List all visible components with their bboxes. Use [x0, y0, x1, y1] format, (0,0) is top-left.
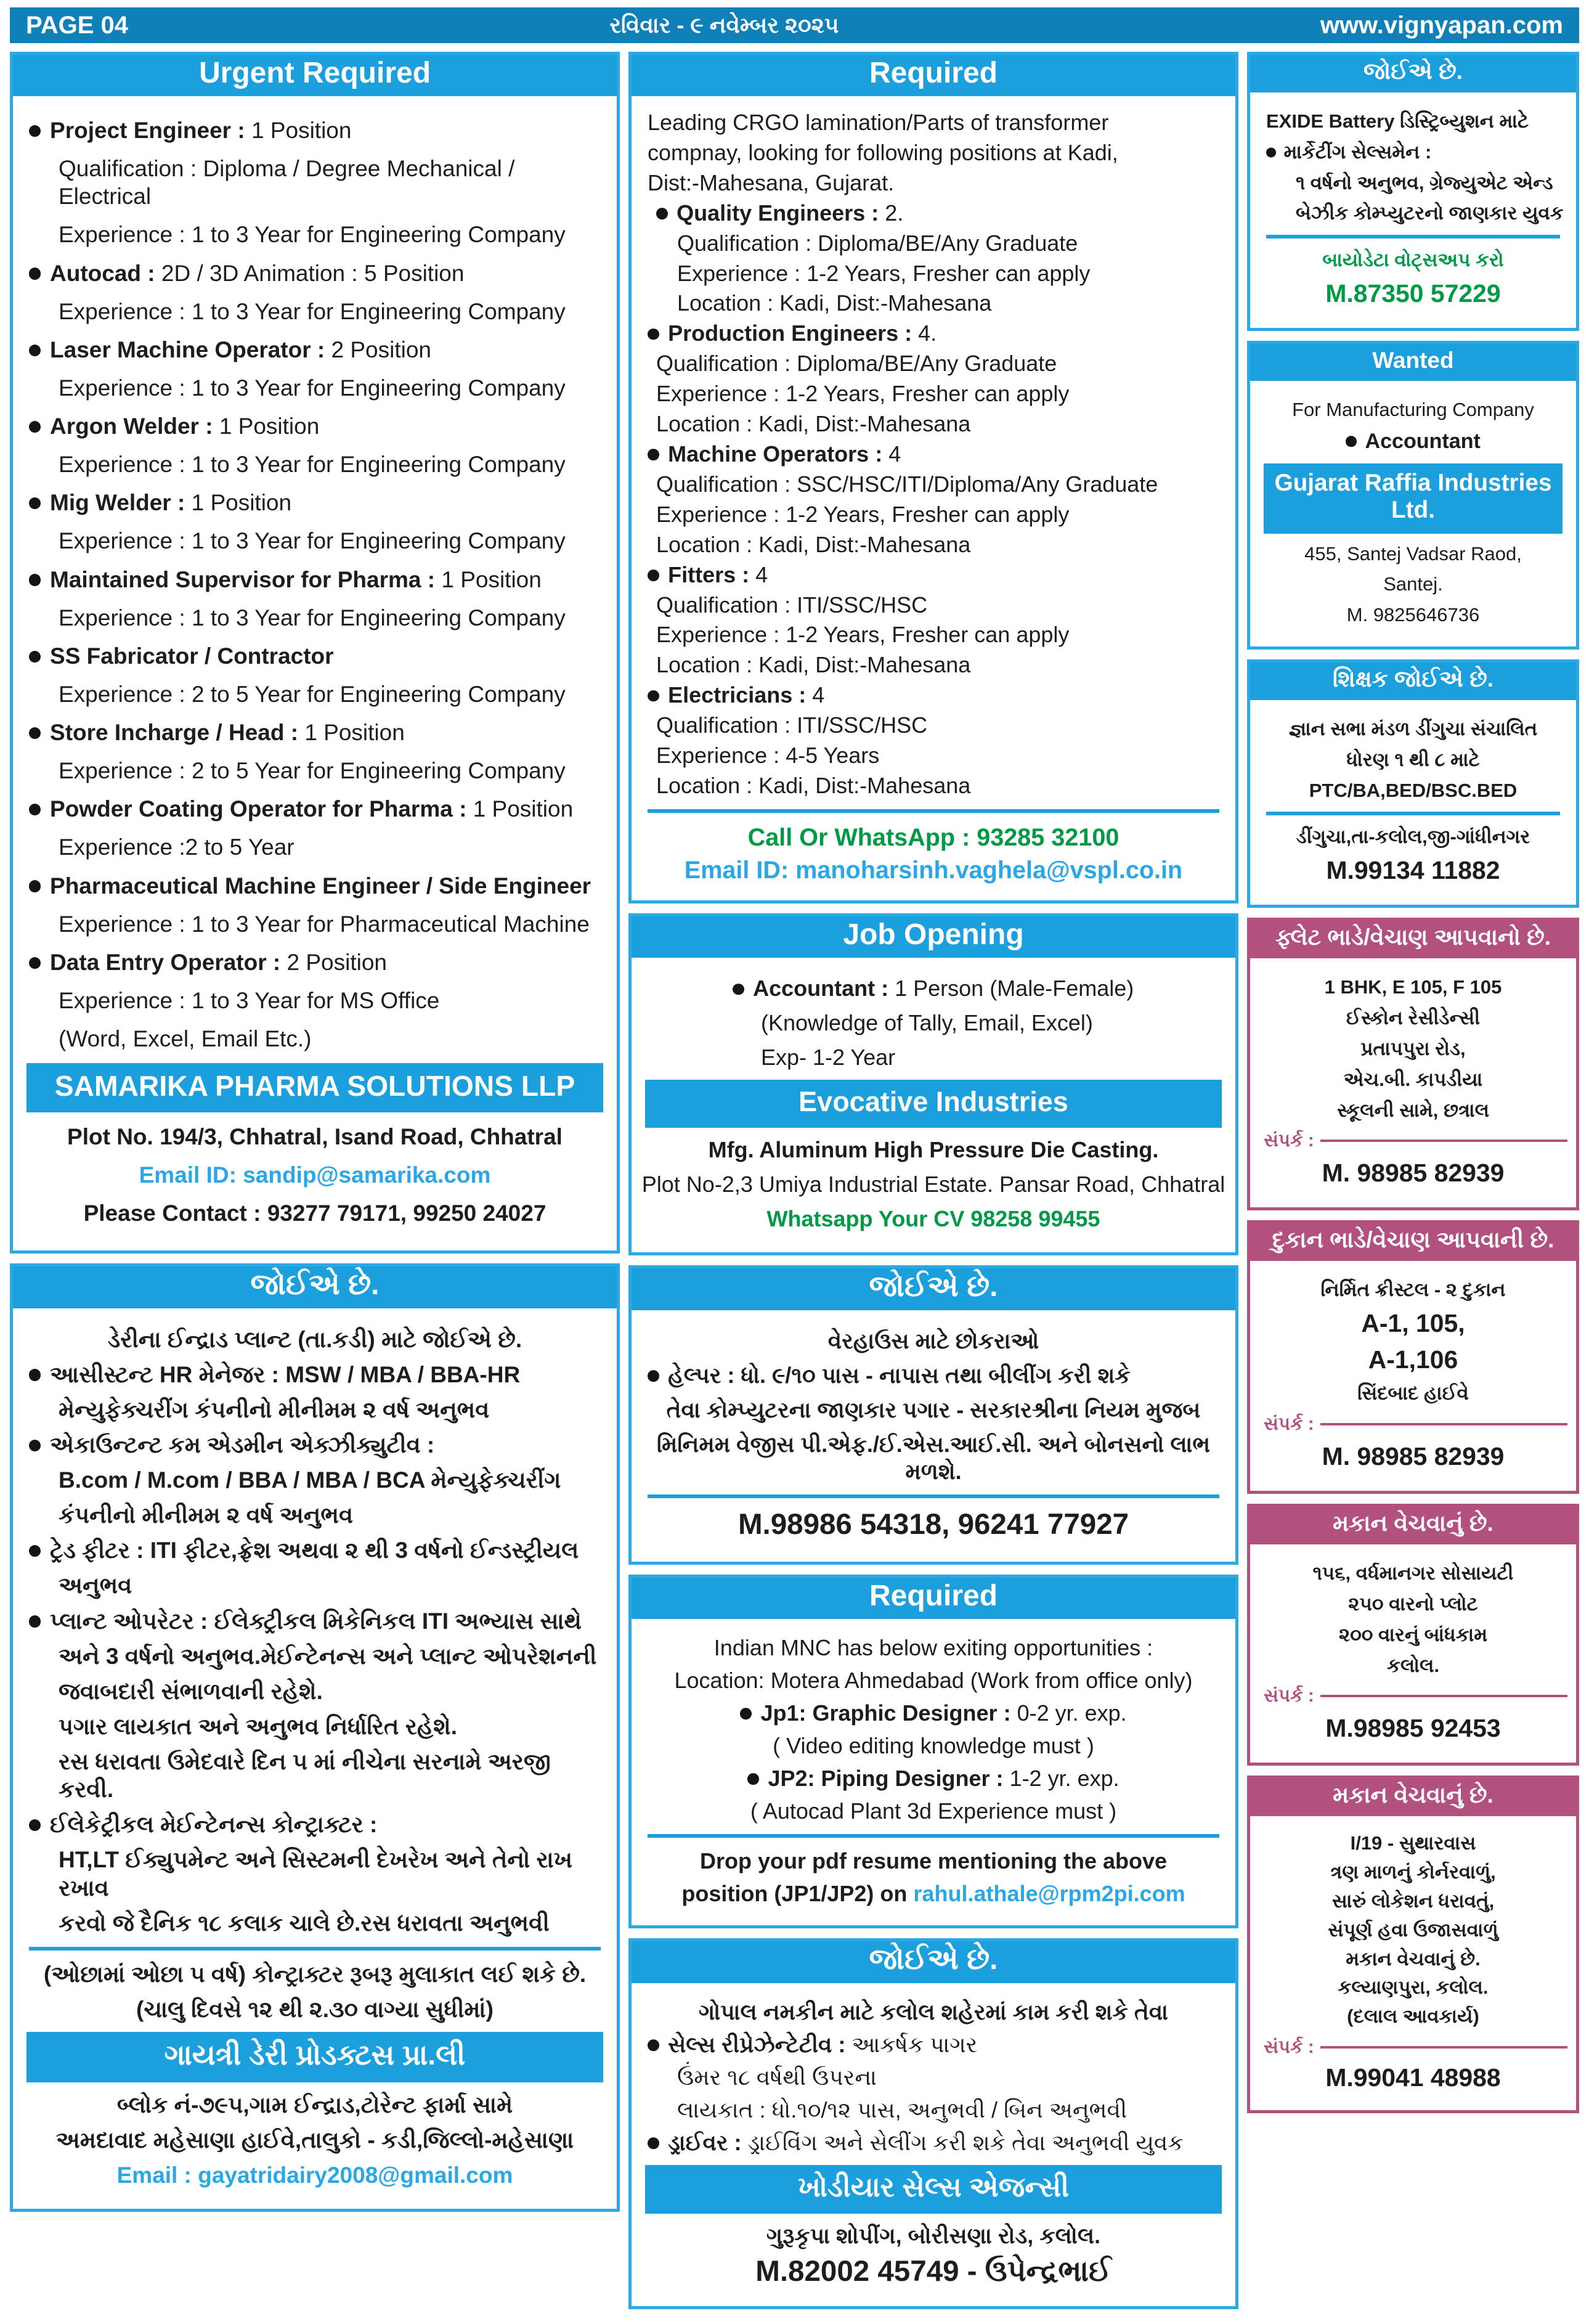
ad-title-bar: ફ્લેટ ભાડે/વેચાણ આપવાનો છે.	[1250, 921, 1576, 958]
ad-text-line	[22, 489, 608, 516]
ad-text-normal: 4.	[918, 320, 937, 346]
ad-text-line: Experience :2 to 5 Year	[59, 834, 295, 860]
company-banner: Gujarat Raffia Industries Ltd.	[1264, 463, 1563, 534]
ad-text-line: Location : Kadi, Dist:-Mahesana	[656, 411, 971, 437]
right-column	[1247, 52, 1579, 2113]
ad-text-line: HT,LT ઈક્યુપમેન્ટ અને સિસ્ટમની દેખરેખ અને તેનો રાખ રખાવ	[59, 1847, 573, 1901]
ad-body	[632, 958, 1235, 1252]
ad-text-normal: rahul.athale@rpm2pi.com	[913, 1881, 1185, 1907]
ad-text-line: Qualification : Diploma / Degree Mechanical / Electrical	[59, 156, 515, 210]
phone-number: M. 9825646736	[1346, 604, 1480, 626]
address-line: બ્લોક નં-૭૯૫,ગામ ઈન્દ્રાડ,ટોરેન્ટ ફાર્મા સામે	[116, 2092, 513, 2118]
company-banner: ખોડીયાર સેલ્સ એજન્સી	[645, 2165, 1222, 2214]
ad-text-line: PTC/BA,BED/BSC.BED	[1309, 779, 1518, 801]
ad-text-line: ઉંમર ૧૮ વર્ષથી ઉપરના	[677, 2065, 877, 2090]
ad-box	[628, 1265, 1238, 1565]
address-line: Plot No-2,3 Umiya Industrial Estate. Pansar Road, Chhatral	[641, 1172, 1225, 1197]
ad-text-line: Indian MNC has below exiting opportunities :	[713, 1635, 1153, 1661]
ad-text-line: Experience : 2 to 5 Year for Engineering Company	[59, 758, 566, 784]
ad-text-line: Location : Kadi, Dist:-Mahesana	[677, 290, 992, 316]
ad-title-bar: શિક્ષક જોઈએ છે.	[1250, 663, 1576, 700]
ad-text-strong: Machine Operators :	[668, 441, 889, 467]
phone-number: M.87350 57229	[1325, 279, 1501, 308]
ad-box	[1247, 918, 1579, 1210]
address-line: ડીંગુચા,તા-કલોલ,જી-ગાંધીનગર	[1296, 826, 1530, 848]
ad-box	[1247, 341, 1579, 650]
ad-text-line: Experience : 1 to 3 Year for Engineering Company	[59, 298, 566, 324]
ad-text-line: હેલ્પર : ધો. ૯/૧૦ પાસ - નાપાસ તથા બીલીંગ કરી શકે	[640, 1362, 1227, 1389]
ad-text-line: Location : Kadi, Dist:-Mahesana	[656, 531, 971, 557]
ad-text-line: મેન્યુફેક્ચરીંગ કંપનીનો મીનીમમ ૨ વર્ષ અનુભવ	[59, 1396, 490, 1422]
ad-text-line: EXIDE Battery ડિસ્ટ્રિબ્યુશન માટે	[1266, 110, 1529, 132]
company-banner: ગાયત્રી ડેરી પ્રોડક્ટસ પ્રા.લી	[26, 2032, 603, 2082]
ad-text-line: Qualification : SSC/HSC/ITI/Diploma/Any Graduate	[656, 471, 1158, 497]
middle-column	[628, 52, 1238, 2309]
ad-text-strong: Jp1: Graphic Designer :	[760, 1700, 1017, 1726]
ad-title-bar: જોઈએ છે.	[632, 1268, 1235, 1310]
ad-body	[1250, 700, 1576, 905]
ad-box	[1247, 52, 1579, 331]
ad-text-line: 1 BHK, E 105, F 105	[1324, 976, 1502, 998]
contact-label-text: સંપર્ક :	[1264, 1686, 1314, 1706]
ad-text-line: મિનિમમ વેજીસ પી.એફ./ઈ.એસ.આઈ.સી. અને બોનસનો લાભ મળશે.	[656, 1431, 1211, 1484]
ad-text-line: compnay, looking for following positions at Kadi,	[648, 139, 1118, 165]
ad-text-normal: આકર્ષક પાગર	[851, 2032, 978, 2058]
ad-text-line: B.com / M.com / BBA / MBA / BCA મેન્યુફેક્ચરીંગ	[59, 1467, 561, 1493]
ad-text-line: A-1, 105,	[1361, 1309, 1465, 1338]
ad-title-bar: જોઈએ છે.	[1250, 55, 1576, 92]
phone-number: M.82002 45749 - ઉપેન્દ્રભાઈ	[755, 2254, 1111, 2288]
ad-title-bar: Required	[632, 55, 1235, 96]
address-line: અમદાવાદ મહેસાણા હાઈવે,તાલુકો - કડી,જિલ્લો-મહેસાણા	[55, 2127, 574, 2153]
ad-text-strong: Store Incharge / Head :	[50, 720, 305, 745]
divider	[29, 1947, 601, 1951]
ad-text-line: માર્કેટીંગ સેલ્સમેન :	[1259, 141, 1567, 164]
ad-box	[1247, 1776, 1579, 2113]
ad-text-line: Location : Kadi, Dist:-Mahesana	[656, 652, 971, 678]
divider	[1266, 235, 1560, 239]
ad-text-normal: 0-2 yr. exp.	[1017, 1700, 1127, 1726]
ad-body	[1250, 381, 1576, 646]
ad-text-line	[640, 320, 1227, 347]
ad-text-line	[22, 719, 608, 746]
ad-text-line: Dist:-Mahesana, Gujarat.	[648, 169, 895, 195]
divider	[648, 1834, 1219, 1838]
ad-text-line: કંપનીનો મીનીમમ ૨ વર્ષ અનુભવ	[59, 1502, 354, 1528]
page-header	[10, 7, 1579, 43]
ad-text-normal: 1 Position	[219, 414, 320, 439]
ad-text-line: Leading CRGO lamination/Parts of transformer	[648, 110, 1109, 135]
ad-text-line: ગોપાલ નમકીન માટે કલોલ શહેરમાં કામ કરી શકે તેવા	[699, 1999, 1168, 2025]
ad-text-strong: Mig Welder :	[50, 490, 192, 516]
ad-text-line: (Word, Excel, Email Etc.)	[59, 1026, 312, 1051]
ad-text-line: Qualification : Diploma/BE/Any Graduate	[677, 230, 1078, 256]
ad-box	[628, 52, 1238, 903]
ad-text-line	[640, 1765, 1227, 1792]
ad-body	[632, 96, 1235, 900]
ad-text-strong: Accountant :	[753, 976, 895, 1001]
ad-text-line: Drop your pdf resume mentioning the above	[699, 1848, 1168, 1874]
contact-label	[1259, 1686, 1567, 1706]
ad-text-normal: 1 Position	[473, 796, 574, 822]
ad-text-line: Experience : 2 to 5 Year for Engineering Company	[59, 681, 566, 707]
ad-text-line	[22, 872, 608, 900]
ad-text-line: For Manufacturing Company	[1292, 399, 1534, 421]
ad-text-line: મકાન વેચવાનું છે.	[1346, 1947, 1481, 1970]
ad-text-line	[640, 2129, 1227, 2156]
ad-box	[628, 1575, 1238, 1928]
ad-text-line	[22, 336, 608, 364]
ad-text-line: અનુભવ	[59, 1573, 132, 1599]
ad-body	[632, 1310, 1235, 1562]
ad-text-line	[640, 561, 1227, 589]
ad-box	[1247, 659, 1579, 908]
ad-text-line: ૨૦૦ વારનું બાંધકામ	[1338, 1623, 1488, 1645]
ad-text-line: અને 3 વર્ષનો અનુભવ.મેઈન્ટેનન્સ અને પ્લાન્ટ ઓપરેશનની	[59, 1643, 597, 1669]
contact-label-text: સંપર્ક :	[1264, 1130, 1314, 1151]
ad-text-strong: ડ્રાઈવર :	[668, 2129, 748, 2155]
ad-box	[1247, 1220, 1579, 1494]
ad-text-normal: 2.	[885, 200, 904, 226]
ad-text-line: Experience : 1 to 3 Year for Engineering Company	[59, 222, 566, 248]
ad-text-normal: 4	[755, 561, 768, 587]
ad-text-strong: Pharmaceutical Machine Engineer / Side Engineer	[50, 873, 591, 899]
ad-text-line: ધોરણ ૧ થી ૮ માટે	[1346, 748, 1480, 770]
ad-text-line: ત્રણ માળનું કોર્નરવાળું,	[1330, 1861, 1496, 1883]
ad-text-line: ૧૫૬, વર્ધમાનગર સોસાયટી	[1312, 1562, 1514, 1584]
ad-title-bar: Wanted	[1250, 344, 1576, 381]
phone-number: Whatsapp Your CV 98258 99455	[766, 1205, 1100, 1231]
edition-date: રવિવાર - ૯ નવેમ્બર ૨૦૨૫	[609, 12, 839, 38]
ad-text-normal: 2D / 3D Animation : 5 Position	[161, 260, 465, 286]
ad-text-strong: Autocad :	[50, 260, 161, 286]
contact-label	[1259, 2037, 1567, 2058]
ad-text-line: Exp- 1-2 Year	[761, 1045, 896, 1070]
ad-text-line: A-1,106	[1368, 1345, 1458, 1374]
ad-text-line: ૨૫૦ વારનો પ્લોટ	[1348, 1592, 1478, 1615]
ad-text-line: એચ.બી. કાપડીયા	[1343, 1068, 1483, 1090]
ad-text-line: રસ ધરાવતા ઉમેદવારે દિન ૫ માં નીચેના સરનામે અરજી કરવી.	[59, 1749, 551, 1803]
ad-body	[632, 1619, 1235, 1925]
ad-text-line: ટ્રેડ ફીટર : ITI ફીટર,ફ્રેશ અથવા ૨ થી 3 વર્ષનો ઈન્ડસ્ટ્રીયલ	[22, 1536, 608, 1564]
columns-container	[0, 52, 1589, 2324]
ad-text-line: પ્લાન્ટ ઓપરેટર : ઈલેક્ટ્રીકલ મિકેનિકલ ITI અભ્યાસ સાથે	[22, 1607, 608, 1635]
phone-number: M.99041 48988	[1325, 2063, 1501, 2092]
address-line: Santej.	[1383, 573, 1443, 595]
contact-label	[1259, 1130, 1567, 1151]
ad-text-normal: 1 Person (Male-Female)	[895, 976, 1134, 1001]
ad-text-strong: Argon Welder :	[50, 414, 219, 439]
ad-text-line: Experience : 1 to 3 Year for Engineering Company	[59, 528, 566, 554]
ad-text-line: ઈસ્કોન રેસીડેન્સી	[1346, 1007, 1481, 1029]
ad-text-line: Accountant	[1259, 429, 1567, 455]
ad-text-line: Experience : 1 to 3 Year for MS Office	[59, 987, 440, 1013]
ad-body	[1250, 958, 1576, 1207]
ad-text-line: સંપૂર્ણ હવા ઉજાસવાળું	[1328, 1918, 1498, 1941]
ad-text-line	[22, 116, 608, 144]
ad-text-line: Experience : 1-2 Years, Fresher can apply	[656, 381, 1070, 407]
ad-text-line: Experience : 1-2 Years, Fresher can apply	[677, 260, 1091, 286]
email-text: Email : gayatridairy2008@gmail.com	[116, 2163, 513, 2188]
company-banner: SAMARIKA PHARMA SOLUTIONS LLP	[26, 1063, 603, 1112]
ad-text-line: લાયકાત : ધો.૧૦/૧૨ પાસ, અનુભવી / બિન અનુભવી	[677, 2097, 1128, 2123]
phone-number: M.98986 54318, 96241 77927	[738, 1508, 1129, 1541]
ad-text-strong: Laser Machine Operator :	[50, 336, 331, 362]
ad-text-line: કલોલ.	[1386, 1654, 1440, 1676]
ad-text-line: બેઝીક કોમ્પ્યુટરનો જાણકાર યુવક	[1296, 202, 1564, 224]
address-line: ગુરૂકૃપા શોપીંગ, બોરીસણા રોડ, કલોલ.	[766, 2222, 1101, 2248]
email-text	[640, 1880, 1227, 1907]
ad-text-line: Mfg. Aluminum High Pressure Die Casting.	[708, 1137, 1159, 1163]
ad-title-bar: Urgent Required	[13, 55, 617, 96]
ad-text-line: આસીસ્ટન્ટ HR મેનેજર : MSW / MBA / BBA-HR	[22, 1361, 608, 1388]
ad-body	[632, 1983, 1235, 2306]
ad-text-line	[640, 975, 1227, 1002]
ad-text-line: ( Video editing knowledge must )	[773, 1732, 1094, 1758]
ad-text-strong: Maintained Supervisor for Pharma :	[50, 566, 442, 592]
ad-title-bar: જોઈએ છે.	[13, 1266, 617, 1308]
ad-text-normal: 1 Position	[191, 490, 292, 516]
ad-text-line: સિંદબાદ હાઈવે	[1357, 1382, 1469, 1405]
ad-text-line: Location: Motera Ahmedabad (Work from office only)	[674, 1667, 1193, 1693]
newspaper-classifieds-page	[0, 7, 1589, 2324]
ad-text-line	[640, 441, 1227, 468]
ad-text-line: ડેરીના ઈન્દ્રાડ પ્લાન્ટ (તા.કડી) માટે જોઈએ છે.	[107, 1326, 522, 1352]
ad-text-line	[22, 948, 608, 976]
ad-title-bar: Required	[632, 1578, 1235, 1619]
ad-body	[1250, 1261, 1576, 1491]
ad-title-bar: દુકાન ભાડે/વેચાણ આપવાની છે.	[1250, 1223, 1576, 1261]
ad-box	[1247, 1504, 1579, 1766]
ad-text-normal: 2 Position	[287, 949, 388, 975]
ad-text-strong: Quality Engineers :	[677, 200, 885, 226]
ad-text-strong: Fitters :	[668, 561, 756, 587]
company-banner: Evocative Industries	[645, 1080, 1222, 1128]
ad-text-line: Experience : 1 to 3 Year for Engineering Company	[59, 605, 566, 630]
ad-text-line: કલ્યાણપુરા, કલોલ.	[1338, 1976, 1489, 1999]
ad-text-line: એકાઉન્ટન્ટ કમ એડમીન એક્ઝીક્યુટીવ :	[22, 1431, 608, 1459]
phone-number: Call Or WhatsApp : 93285 32100	[747, 823, 1120, 851]
ad-text-strong: Production Engineers :	[668, 320, 919, 346]
ad-text-line: Experience : 1 to 3 Year for Engineering Company	[59, 375, 566, 401]
email-text: Email ID: sandip@samarika.com	[139, 1162, 491, 1188]
ad-text-line: Experience : 1-2 Years, Fresher can apply	[656, 501, 1070, 527]
ad-text-line	[22, 642, 608, 670]
ad-text-line	[640, 1700, 1227, 1727]
ad-text-line	[22, 412, 608, 440]
ad-text-line: I/19 - સુથારવાસ	[1350, 1832, 1476, 1854]
ad-text-line: જવાબદારી સંભાળવાની રહેશે.	[59, 1678, 323, 1704]
ad-text-line: ( Autocad Plant 3d Experience must )	[750, 1798, 1117, 1824]
ad-text-line: સ્કૂલની સામે, છત્રાલ	[1336, 1099, 1490, 1121]
ad-body	[1250, 92, 1576, 328]
ad-text-strong: Data Entry Operator :	[50, 949, 287, 975]
ad-text-line: જ્ઞાન સભા મંડળ ડીંગુચા સંચાલિત	[1288, 717, 1538, 740]
address-line: 455, Santej Vadsar Raod,	[1304, 542, 1522, 565]
ad-text-line: ૧ વર્ષનો અનુભવ, ગ્રેજ્યુએટ એન્ડ	[1296, 171, 1553, 194]
ad-text-normal: ડ્રાઈવિંગ અને સેલીંગ કરી શકે તેવા અનુભવી યુવક	[747, 2129, 1184, 2155]
ad-text-strong: Powder Coating Operator for Pharma :	[50, 796, 473, 822]
ad-text-strong: SS Fabricator / Contractor	[50, 643, 334, 669]
ad-text-line: વેરહાઉસ માટે છોકરાઓ	[827, 1327, 1039, 1353]
ad-box	[628, 1938, 1238, 2309]
phone-number: M.99134 11882	[1326, 856, 1500, 885]
ad-body	[13, 96, 617, 1250]
ad-text-line: તેવા કોમ્પ્યુટરના જાણકાર પગાર - સરકારશ્રીના નિયમ મુજબ	[666, 1396, 1201, 1422]
ad-text-normal: 1 Position	[251, 118, 352, 143]
left-column	[10, 52, 620, 2212]
ad-text-line: પ્રતાપપુરા રોડ,	[1360, 1037, 1466, 1059]
ad-text-line: પગાર લાયકાત અને અનુભવ નિર્ધારિત રહેશે.	[59, 1713, 457, 1739]
phone-number: M.98985 92453	[1325, 1714, 1501, 1743]
ad-text-strong: Project Engineer :	[50, 118, 251, 143]
address-line: Plot No. 194/3, Chhatral, Isand Road, Chhatral	[67, 1124, 563, 1150]
ad-text-line: Qualification : ITI/SSC/HSC	[656, 712, 928, 738]
ad-text-normal: 4	[888, 441, 901, 467]
ad-text-line	[22, 795, 608, 823]
ad-title-bar: જોઈએ છે.	[632, 1941, 1235, 1983]
ad-text-strong: JP2: Piping Designer :	[768, 1765, 1010, 1791]
contact-label-text: સંપર્ક :	[1264, 2037, 1314, 2058]
ad-box	[10, 52, 620, 1254]
ad-body	[1250, 1816, 1576, 2110]
ad-text-line: Qualification : Diploma/BE/Any Graduate	[656, 351, 1057, 377]
ad-body	[1250, 1544, 1576, 1763]
ad-title-bar: મકાન વેચવાનું છે.	[1250, 1507, 1576, 1544]
ad-text-normal: 1 Position	[304, 720, 405, 745]
ad-text-line: (ઓછામાં ઓછા ૫ વર્ષ) કોન્ટ્રાક્ટર રૂબરૂ મુલાકાત લઈ શકે છે.	[43, 1961, 587, 1987]
phone-number: M. 98985 82939	[1322, 1442, 1505, 1471]
ad-title-bar: Job Opening	[632, 916, 1235, 958]
ad-text-line: Location : Kadi, Dist:-Mahesana	[656, 772, 971, 798]
ad-text-line: નિર્મિત ક્રીસ્ટલ - ૨ દુકાન	[1320, 1279, 1506, 1301]
ad-text-line: Experience : 1 to 3 Year for Engineering Company	[59, 452, 566, 478]
divider	[648, 1494, 1219, 1498]
ad-text-line	[640, 200, 1227, 227]
contact-label-text: સંપર્ક :	[1264, 1414, 1314, 1435]
phone-number: M. 98985 82939	[1322, 1159, 1505, 1188]
ad-text-normal: 4	[812, 682, 825, 708]
ad-text-line	[640, 2031, 1227, 2058]
ad-text-normal: 2 Position	[331, 336, 431, 362]
ad-text-line: (દલાલ આવકાર્ય)	[1347, 2005, 1479, 2028]
ad-text-strong: સેલ્સ રીપ્રેઝેન્ટેટીવ :	[668, 2032, 852, 2058]
phone-number: Please Contact : 93277 79171, 99250 24027	[83, 1201, 547, 1226]
ad-text-line: સારું લોકેશન ધરાવતું,	[1331, 1890, 1495, 1912]
divider	[648, 809, 1219, 813]
page-number: PAGE 04	[26, 11, 128, 39]
ad-text-line	[22, 566, 608, 593]
ad-text-line	[640, 682, 1227, 709]
ad-box	[628, 913, 1238, 1255]
ad-text-line: કરવો જે દૈનિક ૧૮ કલાક ચાલે છે.રસ ધરાવતા અનુભવી	[59, 1910, 550, 1936]
ad-text-line	[22, 259, 608, 287]
email-text: Email ID: manoharsinh.vaghela@vspl.co.in	[684, 857, 1183, 884]
ad-text-line: બાયોડેટા વોટ્સઅપ કરો	[1322, 249, 1504, 271]
ad-box	[10, 1263, 620, 2212]
contact-label	[1259, 1414, 1567, 1435]
ad-text-normal: 1-2 yr. exp.	[1009, 1765, 1120, 1791]
ad-text-line: Experience : 1 to 3 Year for Pharmaceutical Machine	[59, 911, 590, 937]
ad-text-strong: position (JP1/JP2) on	[681, 1881, 914, 1907]
ad-text-line: Experience : 4-5 Years	[656, 743, 880, 769]
ad-text-strong: Electricians :	[668, 682, 813, 708]
ad-text-line: Experience : 1-2 Years, Fresher can apply	[656, 622, 1070, 648]
ad-text-line: Qualification : ITI/SSC/HSC	[656, 592, 928, 618]
ad-title-bar: મકાન વેચવાનું છે.	[1250, 1779, 1576, 1816]
ad-body	[13, 1308, 617, 2209]
ad-text-normal: 1 Position	[441, 566, 542, 592]
ad-text-line: ઈલેકેટ્રીકલ મેઈન્ટેનન્સ કોન્ટ્રાક્ટર :	[22, 1811, 608, 1838]
divider	[1266, 812, 1560, 815]
ad-text-line: (Knowledge of Tally, Email, Excel)	[761, 1010, 1093, 1036]
ad-text-line: (ચાલુ દિવસે ૧૨ થી ૨.૩૦ વાગ્યા સુધીમાં)	[136, 1996, 494, 2022]
website-link: www.vignyapan.com	[1320, 11, 1563, 39]
